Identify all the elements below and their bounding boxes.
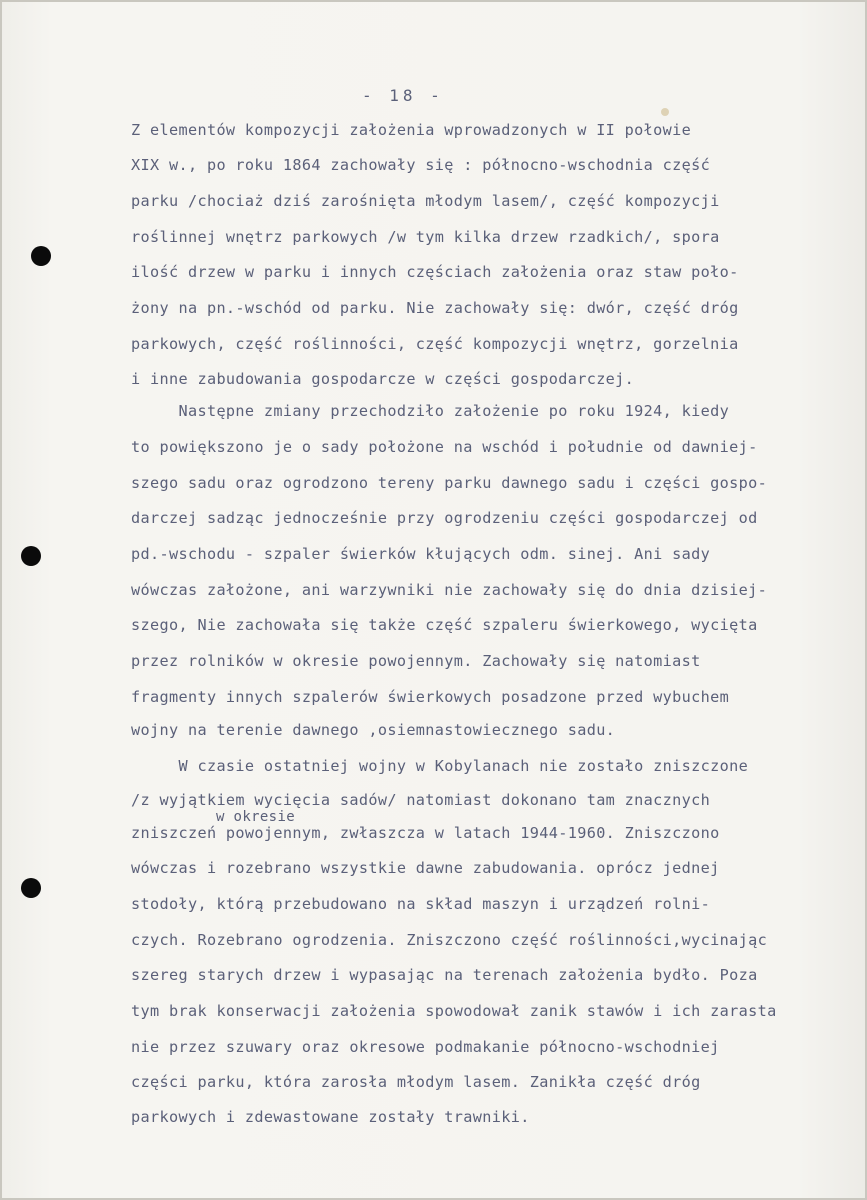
text-line: wojny na terenie dawnego ,osiemnastowiecznego sadu. [131,721,616,739]
page-number: - 18 - [362,86,444,105]
punch-hole-bottom [21,878,41,898]
text-line: stodoły, którą przebudowano na skład maszyn i urządzeń rolni- [131,895,711,913]
text-line: fragmenty innych szpalerów świerkowych posadzone przed wybuchem [131,688,730,706]
text-line: darczej sadząc jednocześnie przy ogrodzeniu części gospodarczej od [131,509,758,527]
text-line: czych. Rozebrano ogrodzenia. Zniszczono część roślinności,wycinając [131,931,768,949]
text-line: części parku, która zarosła młodym lasem. Zanikła część dróg [131,1073,701,1091]
text-line: tym brak konserwacji założenia spowodował zanik stawów i ich zarasta [131,1002,777,1020]
text-line: ilość drzew w parku i innych częściach założenia oraz staw poło- [131,263,739,281]
text-line: szereg starych drzew i wypasając na terenach założenia bydło. Poza [131,966,758,984]
text-line: przez rolników w okresie powojennym. Zachowały się natomiast [131,652,701,670]
text-line: szego sadu oraz ogrodzono tereny parku dawnego sadu i części gospo- [131,474,768,492]
paper-stain [661,108,669,116]
text-line: wówczas założone, ani warzywniki nie zachowały się do dnia dzisiej- [131,581,768,599]
text-line: XIX w., po roku 1864 zachowały się : północno-wschodnia część [131,156,711,174]
text-line: parku /chociaż dziś zarośnięta młodym lasem/, część kompozycji [131,192,720,210]
text-line: i inne zabudowania gospodarcze w części gospodarczej. [131,370,635,388]
text-line: wówczas i rozebrano wszystkie dawne zabudowania. oprócz jednej [131,859,720,877]
text-line: Z elementów kompozycji założenia wprowadzonych w II połowie [131,121,692,139]
text-line: żony na pn.-wschód od parku. Nie zachowały się: dwór, część dróg [131,299,739,317]
interlinear-insertion: w okresie [216,809,296,825]
text-line: Następne zmiany przechodziło założenie po roku 1924, kiedy [131,402,730,420]
text-line: parkowych, część roślinności, część kompozycji wnętrz, gorzelnia [131,335,739,353]
punch-hole-middle [21,546,41,566]
text-line: to powiększono je o sady położone na wschód i południe od dawniej- [131,438,758,456]
punch-hole-top [31,246,51,266]
text-line: szego, Nie zachowała się także część szpaleru świerkowego, wycięta [131,616,758,634]
text-line: /z wyjątkiem wycięcia sadów/ natomiast dokonano tam znacznych [131,791,711,809]
text-line: parkowych i zdewastowane zostały trawniki. [131,1108,530,1126]
text-line: pd.-wschodu - szpaler świerków kłujących odm. sinej. Ani sady [131,545,711,563]
text-line: W czasie ostatniej wojny w Kobylanach nie zostało zniszczone [131,757,749,775]
text-line: roślinnej wnętrz parkowych /w tym kilka drzew rzadkich/, spora [131,228,720,246]
text-line: nie przez szuwary oraz okresowe podmakanie północno-wschodniej [131,1038,720,1056]
text-line: zniszczeń powojennym, zwłaszcza w latach 1944-1960. Zniszczono [131,824,720,842]
